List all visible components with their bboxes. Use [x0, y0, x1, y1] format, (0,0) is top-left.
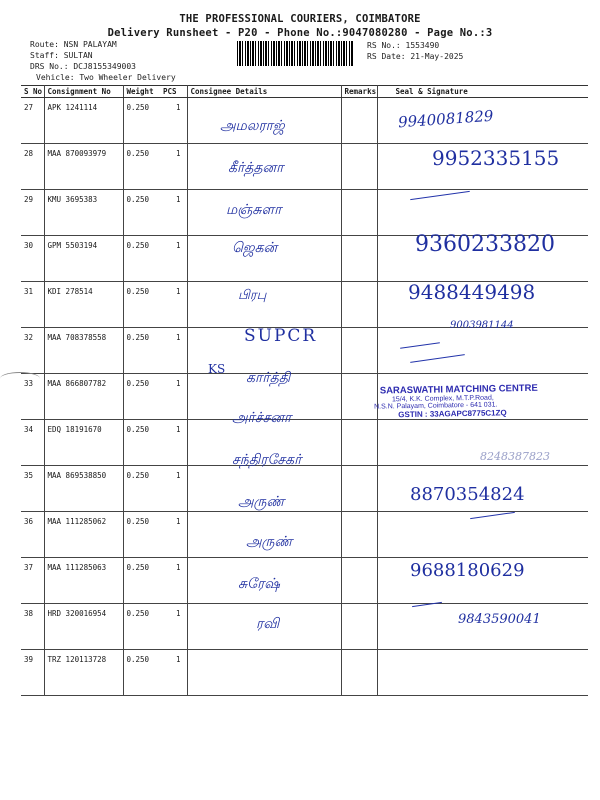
cell-sno: 27 — [21, 98, 44, 144]
stamp-line-2: 15/4, K.K. Complex, M.T.P.Road, — [391, 394, 494, 404]
consignee-initials-33: KS — [208, 362, 226, 376]
cell-consignment: MAA 708378558 — [44, 328, 123, 374]
cell-consignment: EDQ 18191670 — [44, 420, 123, 466]
consignee-name-36: அருண் — [238, 494, 285, 510]
cell-weight: 0.250 — [123, 512, 160, 558]
cell-consignment: TRZ 120113728 — [44, 650, 123, 696]
col-seal: Seal & Signature — [377, 86, 588, 98]
cell-sno: 29 — [21, 190, 44, 236]
cell-consignment: KMU 3695383 — [44, 190, 123, 236]
paper-crease — [0, 372, 40, 385]
cell-weight: 0.250 — [123, 466, 160, 512]
vehicle-label: Vehicle: Two Wheeler Delivery — [36, 73, 176, 82]
col-consignee: Consignee Details — [187, 86, 341, 98]
cell-weight: 0.250 — [123, 190, 160, 236]
cell-consignment: APK 1241114 — [44, 98, 123, 144]
phone-38: 9688180629 — [410, 560, 525, 581]
rs-date: RS Date: 21-May-2025 — [367, 52, 464, 61]
consignee-name-31: பிரபு — [238, 288, 267, 303]
shop-stamp — [368, 382, 569, 419]
phone-30: 9360233820 — [415, 232, 555, 257]
phone-36: 8870354824 — [410, 484, 525, 505]
cell-sno: 28 — [21, 144, 44, 190]
table-row — [21, 190, 588, 236]
consignee-name-28: கீர்த்தனா — [228, 160, 284, 176]
cell-consignment: KDI 278514 — [44, 282, 123, 328]
cell-sno: 36 — [21, 512, 44, 558]
cell-sno: 34 — [21, 420, 44, 466]
consignee-32: SUPCR — [244, 326, 318, 346]
consignee-name-34: அர்ச்சனா — [232, 410, 292, 426]
col-consignment: Consignment No — [44, 86, 123, 98]
barcode-icon — [237, 41, 354, 66]
phone-28: 9952335155 — [432, 146, 560, 170]
cell-weight: 0.250 — [123, 420, 160, 466]
cell-weight: 0.250 — [123, 236, 160, 282]
cell-remarks — [341, 558, 377, 604]
phone-31: 9488449498 — [408, 280, 536, 304]
cell-sno: 39 — [21, 650, 44, 696]
cell-pcs: 1 — [160, 558, 187, 604]
table-header-row — [21, 86, 588, 98]
cell-pcs: 1 — [160, 374, 187, 420]
cell-sno: 31 — [21, 282, 44, 328]
cell-consignment: MAA 111285062 — [44, 512, 123, 558]
consignee-name-35: சந்திரசேகர் — [232, 452, 302, 468]
consignee-name-39: ரவி — [256, 616, 280, 632]
consignee-name-30: ஜெகன் — [232, 240, 278, 256]
table-row — [21, 512, 588, 558]
cell-weight: 0.250 — [123, 98, 160, 144]
cell-remarks — [341, 512, 377, 558]
runsheet-subtitle: Delivery Runsheet - P20 - Phone No.:9047080280 - Page No.:3 — [107, 27, 493, 39]
cell-sno: 32 — [21, 328, 44, 374]
col-remarks: Remarks — [341, 86, 377, 98]
cell-consignment: MAA 870093979 — [44, 144, 123, 190]
cell-weight: 0.250 — [123, 374, 160, 420]
consignee-name-29: மஞ்சுளா — [226, 202, 282, 218]
consignee-name-27: அமலராஜ் — [220, 118, 285, 134]
cell-pcs: 1 — [160, 466, 187, 512]
cell-pcs: 1 — [160, 650, 187, 696]
phone-39: 9843590041 — [458, 612, 541, 627]
table-row — [21, 650, 588, 696]
cell-seal — [377, 650, 588, 696]
cell-weight: 0.250 — [123, 282, 160, 328]
cell-pcs: 1 — [160, 328, 187, 374]
cell-pcs: 1 — [160, 604, 187, 650]
cell-remarks — [341, 466, 377, 512]
cell-consignment: MAA 869538850 — [44, 466, 123, 512]
col-sno: S No — [21, 86, 44, 98]
stamp-line-4: GSTIN : 33AGAPC8775C1ZQ — [398, 408, 507, 420]
cell-remarks — [341, 144, 377, 190]
cell-pcs: 1 — [160, 420, 187, 466]
signature-27: 9940081829 — [397, 106, 494, 132]
cell-remarks — [341, 98, 377, 144]
cell-consignment: GPM 5503194 — [44, 236, 123, 282]
cell-pcs: 1 — [160, 98, 187, 144]
stamp-line-1: SARASWATHI MATCHING CENTRE — [379, 382, 538, 397]
cell-seal — [377, 328, 588, 374]
cell-sno: 35 — [21, 466, 44, 512]
cell-pcs: 1 — [160, 236, 187, 282]
cell-weight: 0.250 — [123, 558, 160, 604]
col-weight: Weight — [123, 86, 160, 98]
consignee-name-33: கார்த்தி — [246, 370, 291, 386]
cell-weight: 0.250 — [123, 328, 160, 374]
drs-number: DRS No.: DCJ8155349003 — [30, 62, 136, 71]
cell-sno: 30 — [21, 236, 44, 282]
cell-remarks — [341, 282, 377, 328]
phone-35: 8248387823 — [480, 450, 550, 463]
stamp-line-3: N.S.N. Palayam, Coimbatore - 641 031. — [374, 401, 498, 411]
cell-sno: 33 — [21, 374, 44, 420]
cell-remarks — [341, 236, 377, 282]
cell-consignee — [187, 650, 341, 696]
cell-remarks — [341, 328, 377, 374]
col-pcs: PCS — [160, 86, 187, 98]
consignee-name-37: அருண் — [246, 534, 293, 550]
consignee-name-38: சுரேஷ் — [238, 576, 280, 592]
table-row — [21, 98, 588, 144]
cell-pcs: 1 — [160, 512, 187, 558]
cell-consignment: MAA 111285063 — [44, 558, 123, 604]
cell-pcs: 1 — [160, 282, 187, 328]
cell-consignment: HRD 320016954 — [44, 604, 123, 650]
route-label: Route: NSN PALAYAM — [30, 40, 117, 49]
cell-sno: 37 — [21, 558, 44, 604]
cell-remarks — [341, 650, 377, 696]
rs-number: RS No.: 1553490 — [367, 41, 440, 50]
cell-remarks — [341, 604, 377, 650]
cell-pcs: 1 — [160, 144, 187, 190]
cell-weight: 0.250 — [123, 144, 160, 190]
cell-seal — [377, 512, 588, 558]
cell-sno: 38 — [21, 604, 44, 650]
cell-weight: 0.250 — [123, 650, 160, 696]
company-title: THE PROFESSIONAL COURIERS, COIMBATORE — [179, 13, 421, 25]
cell-remarks — [341, 190, 377, 236]
cell-seal — [377, 190, 588, 236]
cell-consignment: MAA 866807782 — [44, 374, 123, 420]
phone-32: 9003981144 — [450, 320, 514, 331]
cell-weight: 0.250 — [123, 604, 160, 650]
staff-label: Staff: SULTAN — [30, 51, 93, 60]
cell-remarks — [341, 420, 377, 466]
cell-pcs: 1 — [160, 190, 187, 236]
